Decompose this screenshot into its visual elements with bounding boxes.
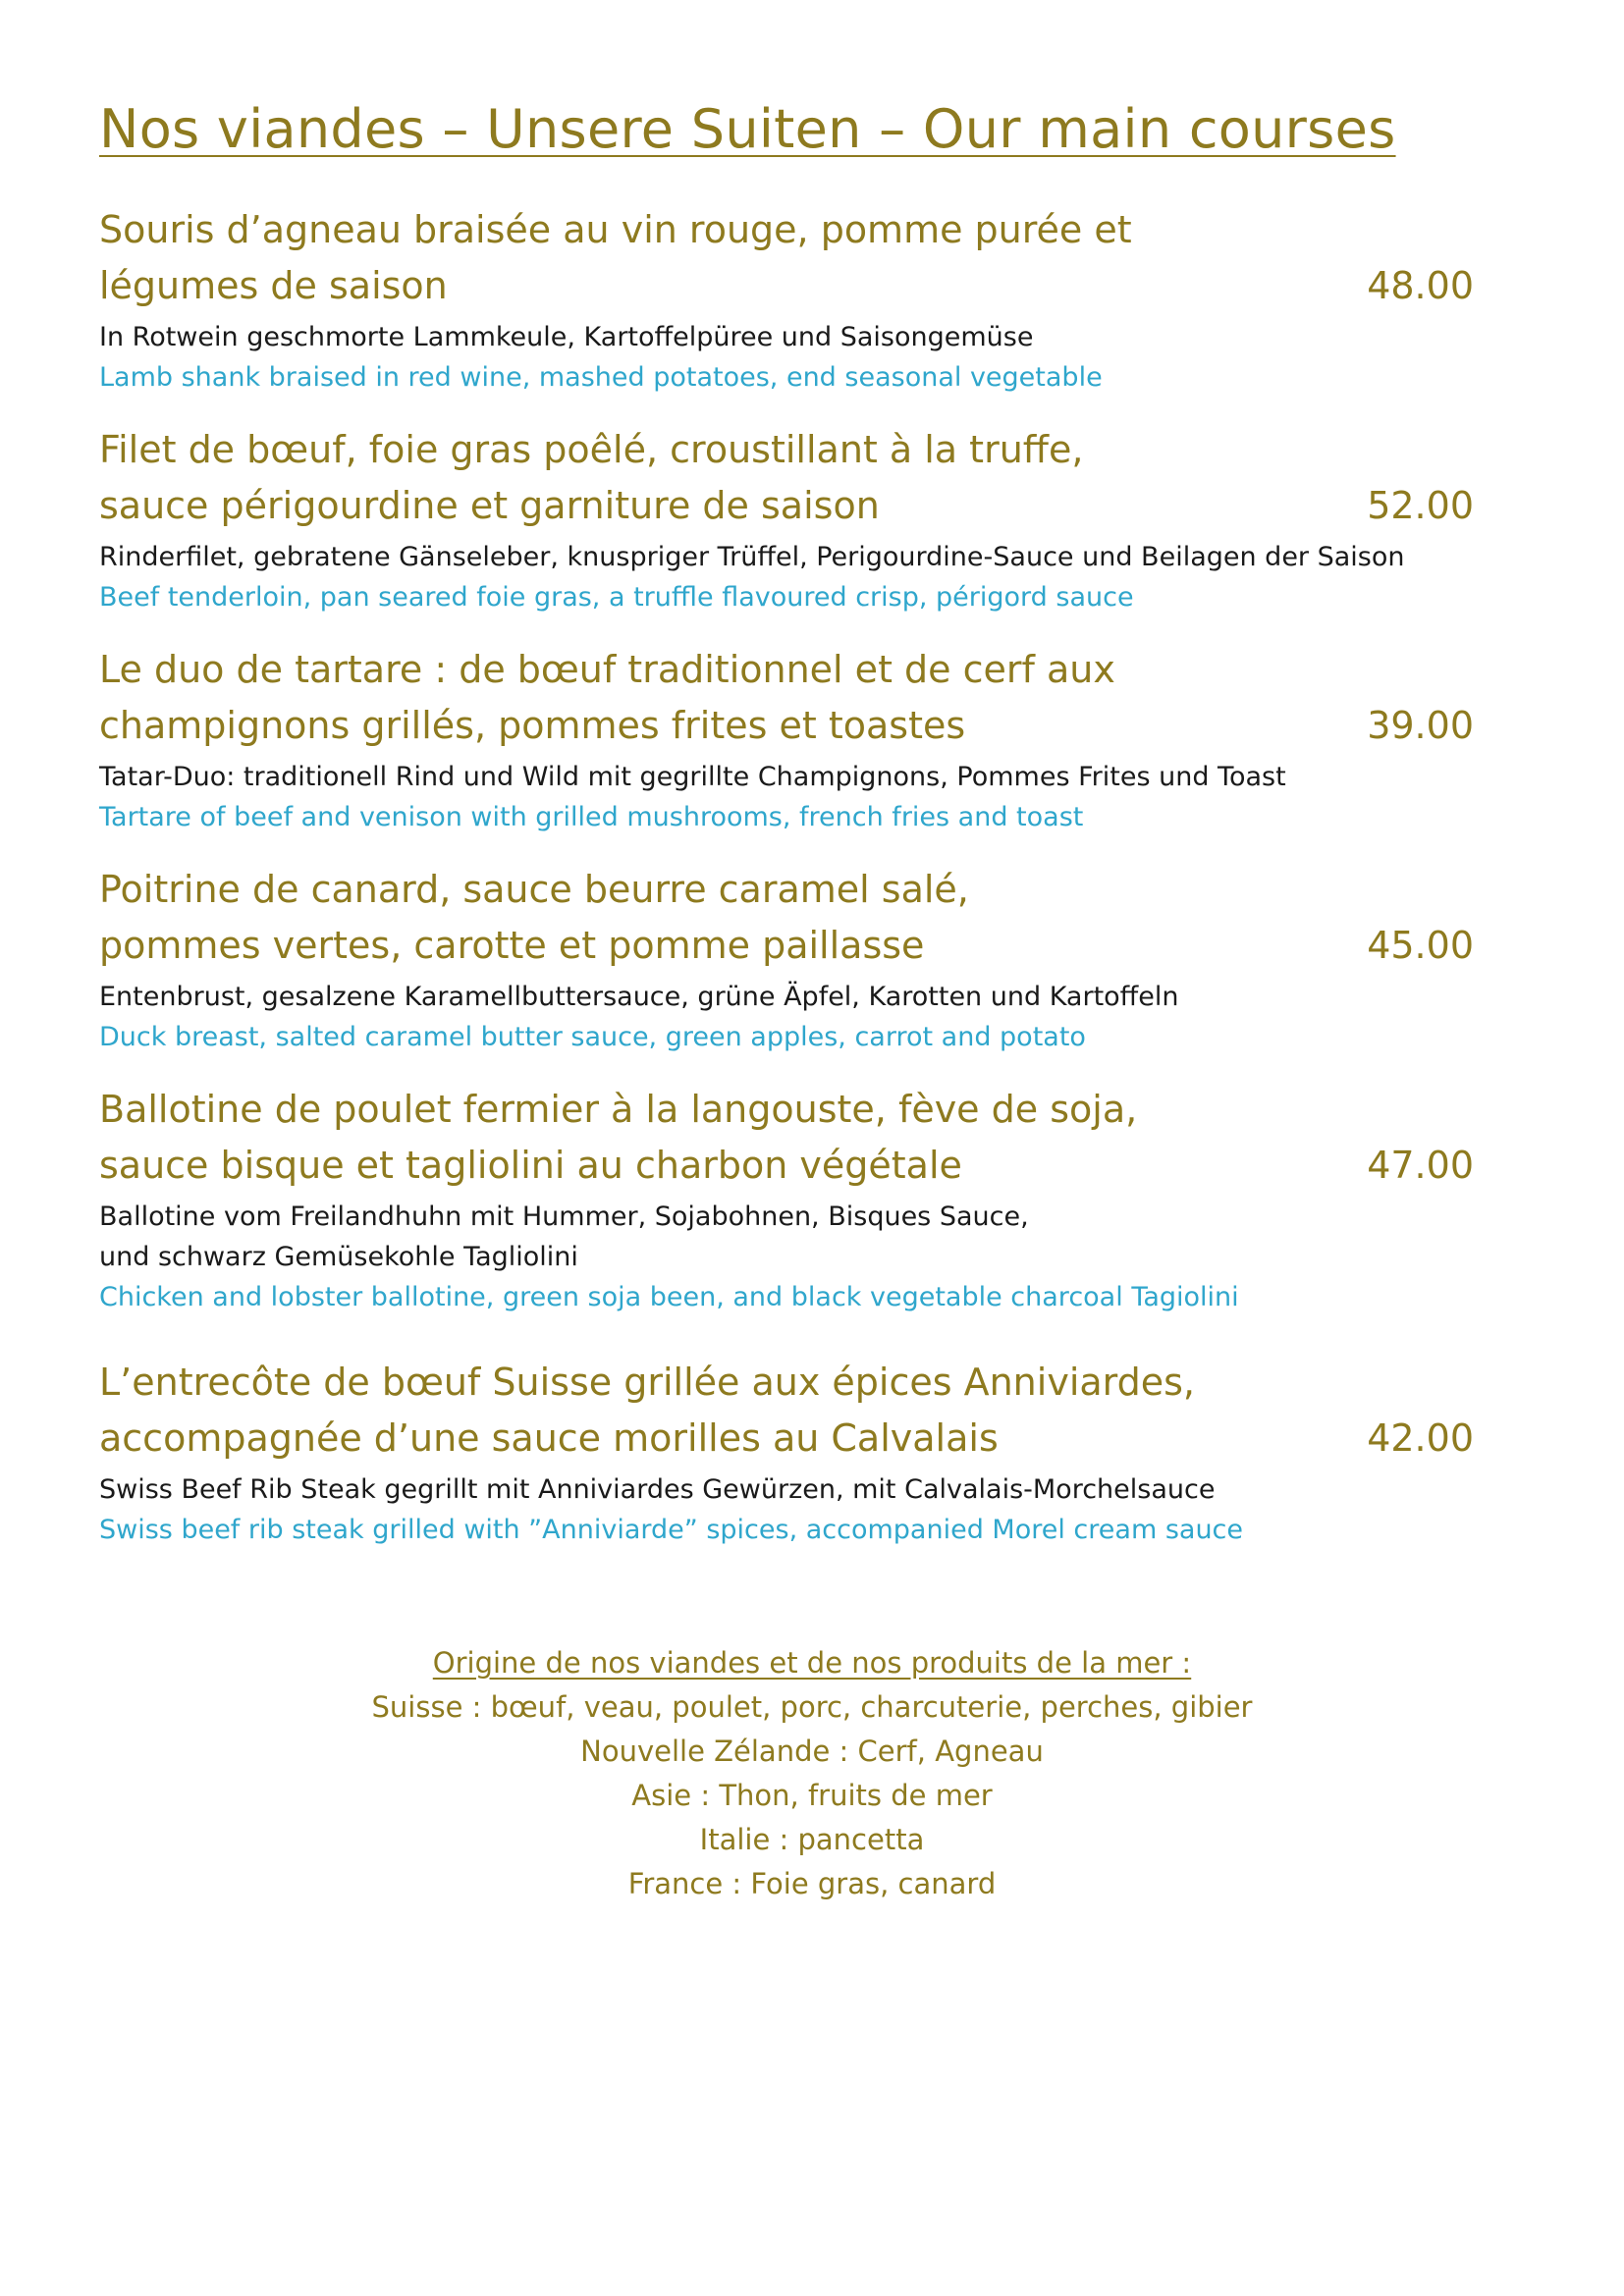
item-german: Rinderfilet, gebratene Gänseleber, knuspriger Trüffel, Perigourdine-Sauce und Beilagen der Saison [99,542,1405,572]
page-title: Nos viandes – Unsere Suiten – Our main courses [99,98,1396,160]
item-english: Swiss beef rib steak grilled with ”Anniviarde” spices, accompanied Morel cream sauce [99,1515,1244,1545]
item-french-line-2: sauce bisque et tagliolini au charbon végétale [99,1144,962,1187]
item-french-line-2: pommes vertes, carotte et pomme paillasse [99,924,925,967]
item-german: In Rotwein geschmorte Lammkeule, Kartoffelpüree und Saisongemüse [99,322,1034,352]
item-french-line-2: accompagnée d’une sauce morilles au Calvalais [99,1416,999,1460]
origin-section [0,1641,1624,1906]
item-french-line-1: Ballotine de poulet fermier à la langouste, fève de soja, [99,1088,1138,1131]
item-price: 47.00 [1367,1144,1474,1187]
origin-line: France : Foie gras, canard [627,1867,997,1900]
item-english: Beef tenderloin, pan seared foie gras, a truffle flavoured crisp, périgord sauce [99,582,1134,613]
item-price: 48.00 [1367,264,1474,307]
item-german-line-1: Ballotine vom Freilandhuhn mit Hummer, Sojabohnen, Bisques Sauce, [99,1201,1029,1232]
menu-item-1 [99,202,1474,398]
item-french-line-1: Filet de bœuf, foie gras poêlé, croustillant à la truffe, [99,428,1084,471]
menu-item-6 [99,1355,1474,1550]
item-price: 45.00 [1367,924,1474,967]
item-english: Duck breast, salted caramel butter sauce, green apples, carrot and potato [99,1022,1086,1052]
item-english: Tartare of beef and venison with grilled mushrooms, french fries and toast [99,802,1084,832]
item-french-line-2: sauce périgourdine et garniture de saison [99,484,880,527]
item-german-line-2: und schwarz Gemüsekohle Tagliolini [99,1242,578,1272]
item-price: 39.00 [1367,704,1474,747]
item-german: Entenbrust, gesalzene Karamellbuttersauce, grüne Äpfel, Karotten und Kartoffeln [99,982,1179,1012]
item-french-line-1: L’entrecôte de bœuf Suisse grillée aux épices Anniviardes, [99,1361,1195,1404]
item-english: Chicken and lobster ballotine, green soja been, and black vegetable charcoal Tagiolini [99,1282,1239,1312]
menu-item-3 [99,642,1474,837]
item-price: 52.00 [1367,484,1474,527]
menu-item-4 [99,862,1474,1057]
item-german: Tatar-Duo: traditionell Rind und Wild mit gegrillte Champignons, Pommes Frites und Toast [99,762,1286,792]
item-french-line-1: Souris d’agneau braisée au vin rouge, pomme purée et [99,208,1132,251]
item-french-line-2: légumes de saison [99,264,448,307]
item-english: Lamb shank braised in red wine, mashed potatoes, end seasonal vegetable [99,362,1103,393]
origin-line: Asie : Thon, fruits de mer [631,1779,993,1812]
item-french-line-1: Poitrine de canard, sauce beurre caramel salé, [99,868,969,911]
item-french-line-2: champignons grillés, pommes frites et toastes [99,704,966,747]
origin-line: Nouvelle Zélande : Cerf, Agneau [580,1735,1044,1768]
origin-line: Italie : pancetta [699,1823,925,1856]
item-price: 42.00 [1367,1416,1474,1460]
item-german: Swiss Beef Rib Steak gegrillt mit Anniviardes Gewürzen, mit Calvalais-Morchelsauce [99,1474,1216,1505]
menu-item-5 [99,1082,1474,1317]
menu-item-2 [99,422,1474,617]
origin-title: Origine de nos viandes et de nos produits de la mer : [432,1646,1192,1680]
origin-line: Suisse : bœuf, veau, poulet, porc, charcuterie, perches, gibier [371,1690,1253,1724]
item-french-line-1: Le duo de tartare : de bœuf traditionnel et de cerf aux [99,648,1115,691]
